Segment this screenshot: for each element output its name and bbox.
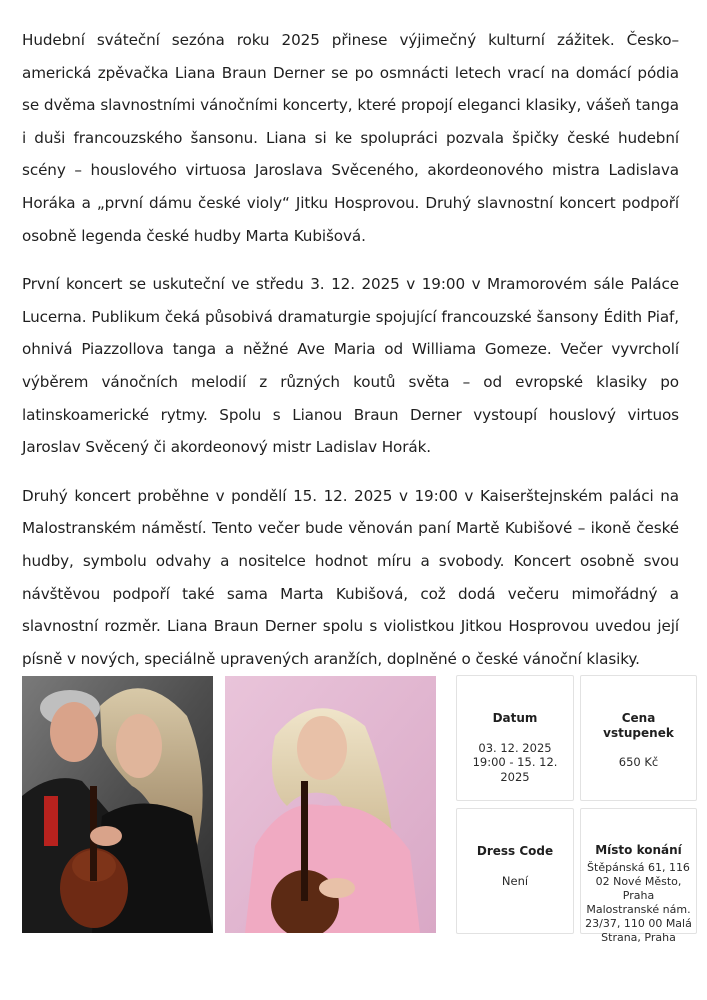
info-card-date	[456, 675, 574, 801]
date-value: 03. 12. 2025 19:00 - 15. 12. 2025	[472, 740, 558, 784]
paragraph-first-concert: První koncert se uskuteční ve středu 3. 12. 2025 v 19:00 v Mramorovém sále Paláce Lucerna. Publikum čeká působivá dramaturgie spojující francouzské šansony Édith Piaf, ohnivá Piazzollova tanga a něžné Ave Maria od Williama Gomeze. Večer vyvrcholí výběrem vánočních melodií z různých koutů světa – od evropské klasiky po latinskoamerické rytmy. Spolu s Lianou Braun Derner vystoupí houslový virtuos Jaroslav Svěcený či akordeonový mistr Ladislav Horák.	[22, 275, 679, 457]
info-card-price	[580, 675, 697, 801]
info-card-venue	[580, 808, 697, 944]
date-label: Datum	[492, 711, 538, 725]
info-card-dress-code	[456, 808, 574, 934]
dress-code-value: Není	[501, 873, 529, 888]
duo-portrait-photo	[22, 676, 213, 933]
price-label: Cena vstupenek	[603, 711, 674, 740]
venue-label: Místo konání	[595, 843, 682, 857]
price-value: 650 Kč	[618, 755, 659, 769]
article-text	[22, 24, 679, 691]
violinist-portrait-photo	[225, 676, 436, 933]
paragraph-intro: Hudební sváteční sezóna roku 2025 přinese výjimečný kulturní zážitek. Česko–americká zpěvačka Liana Braun Derner se po osmnácti letech vrací na domácí pódia se dvěma slavnostními vánočními koncerty, které propojí eleganci klasiky, vášeň tanga i duši francouzského šansonu. Liana si ke spolupráci pozvala špičky české hudební scény – houslového virtuosa Jaroslava Svěceného, akordeonového mistra Ladislava Horáka a „první dámu české violy“ Jitku Hosprovou. Druhý slavnostní koncert podpoří osobně legenda české hudby Marta Kubišová.	[22, 31, 679, 245]
venue-value: Štěpánská 61, 116 02 Nové Město, Praha Malostranské nám. 23/37, 110 00 Malá Strana, Praha	[585, 860, 692, 944]
dress-code-label: Dress Code	[476, 844, 554, 858]
paragraph-second-concert: Druhý koncert proběhne v pondělí 15. 12. 2025 v 19:00 v Kaiserštejnském paláci na Malostranském náměstí. Tento večer bude věnován paní Martě Kubišové – ikoně české hudby, symbolu odvahy a nositelce hodnot míru a svobody. Koncert osobně svou návštěvou podpoří také sama Marta Kubišová, což dodá večeru mimořádný a slavnostní rozměr. Liana Braun Derner spolu s violistkou Jitkou Hosprovou uvedou její písně v nových, speciálně upravených aranžích, doplněné o české vánoční klasiky.	[22, 486, 679, 668]
